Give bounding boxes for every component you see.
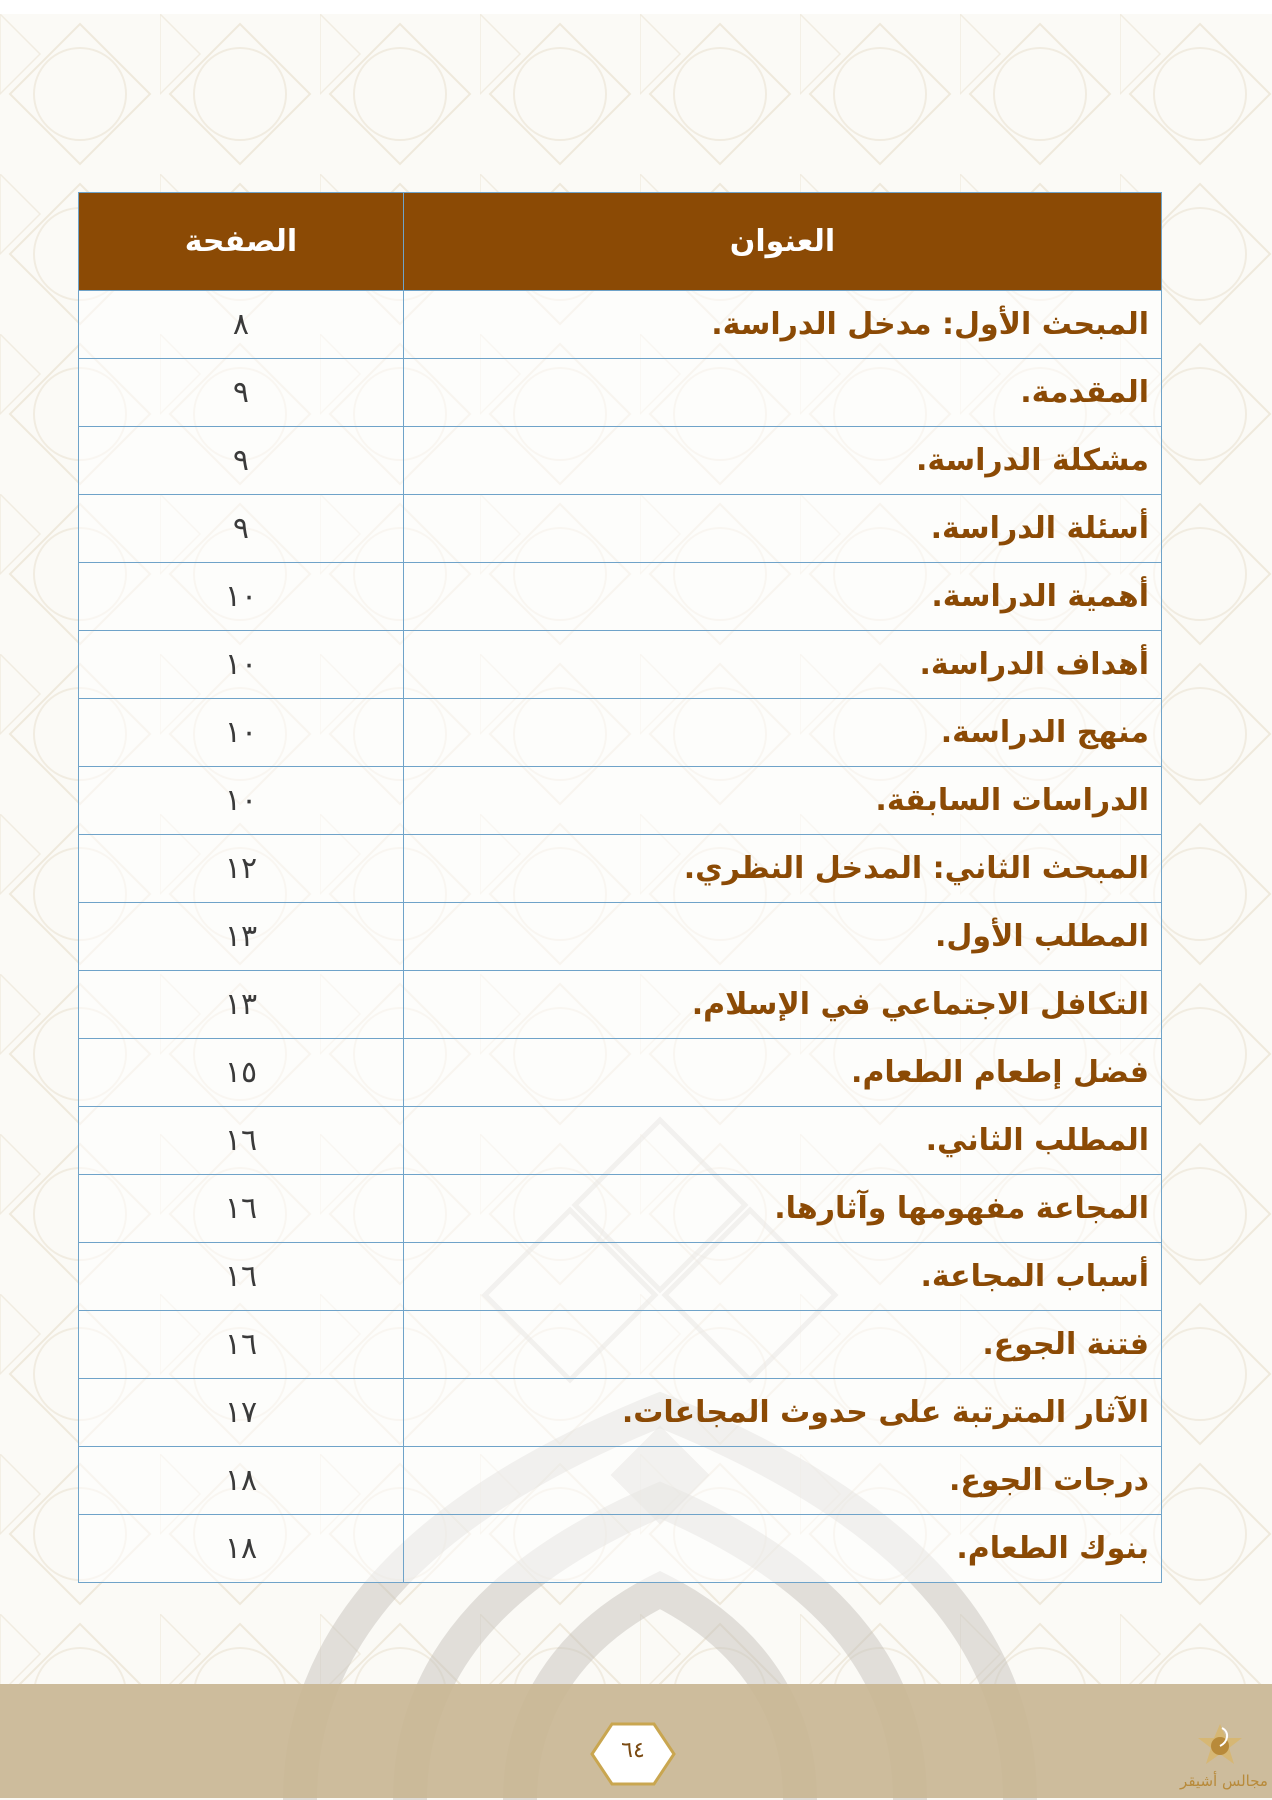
entry-title: الآثار المترتبة على حدوث المجاعات.	[403, 1379, 1161, 1447]
table-row	[79, 563, 1162, 631]
table-row	[79, 1447, 1162, 1515]
table-row	[79, 1175, 1162, 1243]
entry-page: ١٠	[79, 767, 404, 835]
entry-page: ١٠	[79, 563, 404, 631]
table-row	[79, 835, 1162, 903]
entry-page: ١٣	[79, 903, 404, 971]
entry-title: التكافل الاجتماعي في الإسلام.	[403, 971, 1161, 1039]
entry-page: ١٨	[79, 1515, 404, 1583]
entry-title: منهج الدراسة.	[403, 699, 1161, 767]
brand-name: مجالس أشيقر	[1180, 1772, 1268, 1790]
entry-title: فضل إطعام الطعام.	[403, 1039, 1161, 1107]
table-row	[79, 495, 1162, 563]
table-row	[79, 1311, 1162, 1379]
entry-title: المطلب الأول.	[403, 903, 1161, 971]
entry-title: المقدمة.	[403, 359, 1161, 427]
entry-page: ١٦	[79, 1243, 404, 1311]
table-of-contents	[78, 192, 1162, 1583]
entry-title: المجاعة مفهومها وآثارها.	[403, 1175, 1161, 1243]
table-row	[79, 971, 1162, 1039]
table-row	[79, 903, 1162, 971]
entry-page: ٩	[79, 495, 404, 563]
entry-page: ١٦	[79, 1175, 404, 1243]
table-row	[79, 767, 1162, 835]
entry-title: أهمية الدراسة.	[403, 563, 1161, 631]
entry-title: المبحث الأول: مدخل الدراسة.	[403, 291, 1161, 359]
table-row	[79, 631, 1162, 699]
table-row	[79, 1243, 1162, 1311]
entry-title: المبحث الثاني: المدخل النظري.	[403, 835, 1161, 903]
entry-page: ٩	[79, 427, 404, 495]
entry-page: ١٦	[79, 1311, 404, 1379]
entry-title: درجات الجوع.	[403, 1447, 1161, 1515]
entry-title: بنوك الطعام.	[403, 1515, 1161, 1583]
entry-title: المطلب الثاني.	[403, 1107, 1161, 1175]
entry-page: ١٥	[79, 1039, 404, 1107]
entry-title: فتنة الجوع.	[403, 1311, 1161, 1379]
page-number: ٦٤	[621, 1738, 645, 1763]
table-row	[79, 427, 1162, 495]
top-margin-strip	[0, 0, 1272, 14]
entry-title: أسئلة الدراسة.	[403, 495, 1161, 563]
table-row	[79, 291, 1162, 359]
table-row	[79, 699, 1162, 767]
entry-page: ٨	[79, 291, 404, 359]
table-header-row	[79, 193, 1162, 291]
column-header-page: الصفحة	[79, 193, 404, 291]
entry-page: ١٨	[79, 1447, 404, 1515]
entry-page: ١٧	[79, 1379, 404, 1447]
column-header-title: العنوان	[403, 193, 1161, 291]
table-row	[79, 1039, 1162, 1107]
entry-title: أسباب المجاعة.	[403, 1243, 1161, 1311]
entry-page: ١٣	[79, 971, 404, 1039]
entry-title: مشكلة الدراسة.	[403, 427, 1161, 495]
entry-page: ١٠	[79, 699, 404, 767]
table-row	[79, 1107, 1162, 1175]
table-row	[79, 1379, 1162, 1447]
entry-title: أهداف الدراسة.	[403, 631, 1161, 699]
entry-page: ٩	[79, 359, 404, 427]
entry-page: ١٦	[79, 1107, 404, 1175]
entry-page: ١٠	[79, 631, 404, 699]
table-row	[79, 359, 1162, 427]
entry-page: ١٢	[79, 835, 404, 903]
entry-title: الدراسات السابقة.	[403, 767, 1161, 835]
table-row	[79, 1515, 1162, 1583]
